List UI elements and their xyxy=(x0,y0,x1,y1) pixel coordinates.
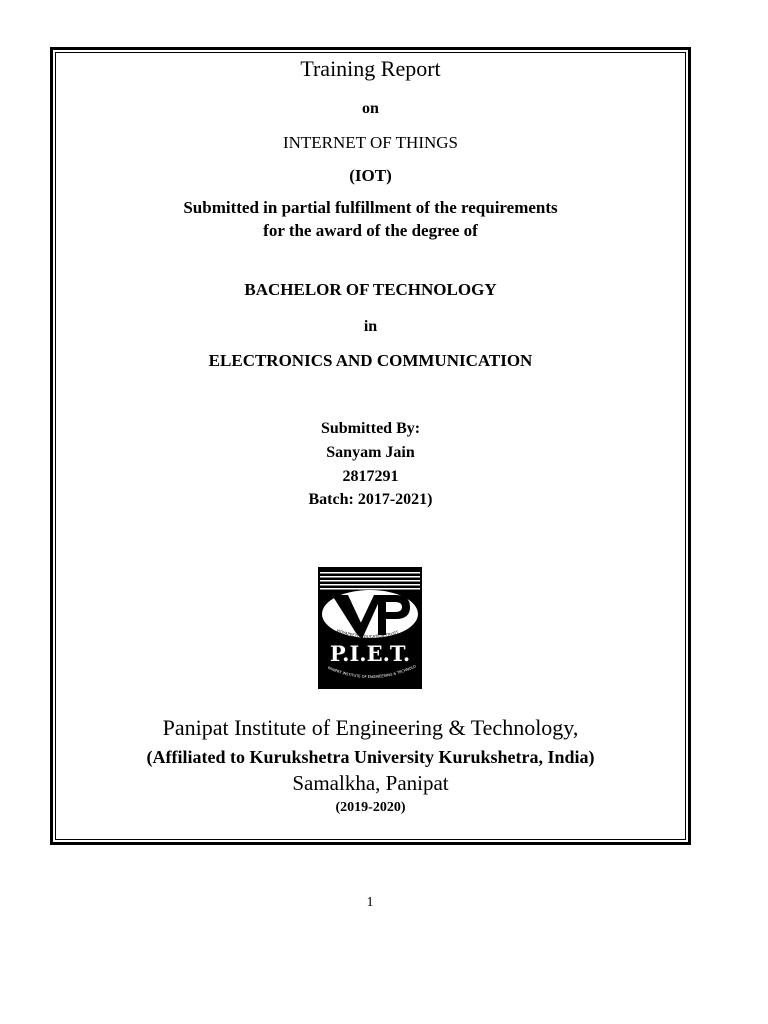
logo-trust-text: VIDYAPEETH EDUCATION TRUST xyxy=(335,627,399,640)
student-batch: Batch: 2017-2021) xyxy=(308,491,433,508)
degree-name: BACHELOR OF TECHNOLOGY xyxy=(244,280,497,299)
academic-session: (2019-2020) xyxy=(335,800,406,815)
submitted-by-heading: Submitted By: xyxy=(320,420,421,437)
submission-statement-line-2: for the award of the degree of xyxy=(263,221,478,240)
report-title: Training Report xyxy=(300,56,441,81)
logo-initials: P.I.E.T. xyxy=(329,641,411,666)
report-topic: INTERNET OF THINGS xyxy=(282,133,459,152)
institute-city: Samalkha, Panipat xyxy=(292,771,449,795)
page-number: 1 xyxy=(366,895,374,910)
topic-abbreviation: (IOT) xyxy=(349,166,392,185)
logo-bottom-text: PANIPAT INSTITUTE OF ENGINEERING & TECHNOLO xyxy=(327,664,417,680)
in-label: in xyxy=(363,318,378,335)
institute-affiliation: (Affiliated to Kurukshetra University Kurukshetra, India) xyxy=(146,747,595,767)
institute-name: Panipat Institute of Engineering & Technology, xyxy=(162,715,579,740)
student-roll-number: 2817291 xyxy=(342,468,399,485)
on-label: on xyxy=(362,100,379,117)
submission-statement-line-1: Submitted in partial fulfillment of the requirements xyxy=(183,198,558,217)
student-name: Sanyam Jain xyxy=(326,444,415,461)
branch-name: ELECTRONICS AND COMMUNICATION xyxy=(208,351,533,370)
institute-logo xyxy=(318,567,422,689)
